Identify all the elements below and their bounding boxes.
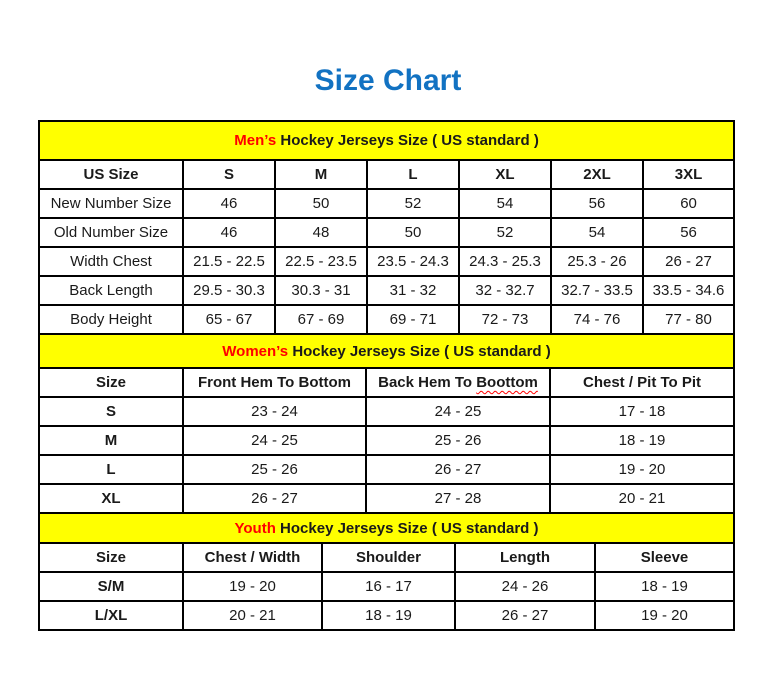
mens-title-red: Men’s [234,132,277,149]
table-cell: 54 [551,218,643,247]
table-cell: 72 - 73 [459,305,551,334]
table-cell: 25.3 - 26 [551,247,643,276]
column-header: Size [39,543,183,572]
table-cell: 26 - 27 [183,484,366,513]
column-header-text: Back Hem To [378,374,473,391]
table-row [39,305,734,334]
table-cell: 24 - 25 [366,397,550,426]
table-cell: 50 [275,189,367,218]
table-cell: 54 [459,189,551,218]
table-cell: 24 - 25 [183,426,366,455]
row-label: Body Height [39,305,183,334]
table-cell: 24 - 26 [455,572,595,601]
womens-title-rest: Hockey Jerseys Size ( US standard ) [292,342,551,360]
youth-column-header-row [39,543,734,572]
table-cell: 30.3 - 31 [275,276,367,305]
table-cell: 65 - 67 [183,305,275,334]
table-cell: 20 - 21 [550,484,734,513]
row-label: S [39,397,183,426]
size-chart-tables [38,120,733,631]
page-title: Size Chart [314,64,462,97]
row-label: S/M [39,572,183,601]
table-cell: 23 - 24 [183,397,366,426]
table-cell: 69 - 71 [367,305,459,334]
table-row [39,601,734,630]
table-cell: 21.5 - 22.5 [183,247,275,276]
table-cell: 33.5 - 34.6 [643,276,734,305]
table-cell: 74 - 76 [551,305,643,334]
youth-title-rest: Hockey Jerseys Size ( US standard ) [280,519,539,537]
column-header: S [183,160,275,189]
table-cell: 56 [551,189,643,218]
column-header: XL [459,160,551,189]
table-cell: 26 - 27 [643,247,734,276]
youth-section-header-row [39,513,734,543]
column-header: Chest / Width [183,543,322,572]
table-cell: 22.5 - 23.5 [275,247,367,276]
table-row [39,426,734,455]
youth-title-red: Youth [234,519,276,537]
mens-section-header-row [39,121,734,160]
table-cell: 46 [183,189,275,218]
table-row [39,189,734,218]
table-cell: 20 - 21 [183,601,322,630]
table-cell: 25 - 26 [183,455,366,484]
mens-size-table [38,120,735,335]
column-header: Shoulder [322,543,455,572]
table-cell: 52 [367,189,459,218]
table-cell: 25 - 26 [366,426,550,455]
womens-section-title [39,334,734,368]
row-label: New Number Size [39,189,183,218]
row-label: XL [39,484,183,513]
table-cell: 19 - 20 [595,601,734,630]
table-cell: 16 - 17 [322,572,455,601]
column-header: L [367,160,459,189]
column-header: M [275,160,367,189]
mens-title-rest: Hockey Jerseys Size ( US standard ) [280,132,539,149]
table-row [39,455,734,484]
column-header: Front Hem To Bottom [183,368,366,397]
row-label: Old Number Size [39,218,183,247]
table-cell: 24.3 - 25.3 [459,247,551,276]
table-cell: 60 [643,189,734,218]
column-header [366,368,550,397]
mens-section-title [39,121,734,160]
table-row [39,572,734,601]
table-row [39,247,734,276]
table-cell: 77 - 80 [643,305,734,334]
column-header: Length [455,543,595,572]
table-cell: 29.5 - 30.3 [183,276,275,305]
youth-section-title [39,513,734,543]
table-cell: 52 [459,218,551,247]
table-cell: 18 - 19 [322,601,455,630]
table-cell: 18 - 19 [595,572,734,601]
table-cell: 18 - 19 [550,426,734,455]
table-cell: 46 [183,218,275,247]
womens-section-header-row [39,334,734,368]
table-cell: 17 - 18 [550,397,734,426]
table-row [39,397,734,426]
row-label: L/XL [39,601,183,630]
column-header: US Size [39,160,183,189]
table-cell: 26 - 27 [366,455,550,484]
table-row [39,276,734,305]
row-label: L [39,455,183,484]
table-cell: 32 - 32.7 [459,276,551,305]
womens-size-table [38,333,735,514]
table-cell: 19 - 20 [550,455,734,484]
row-label: M [39,426,183,455]
table-cell: 56 [643,218,734,247]
table-cell: 27 - 28 [366,484,550,513]
table-cell: 32.7 - 33.5 [551,276,643,305]
womens-title-red: Women’s [222,342,289,360]
column-header: Chest / Pit To Pit [550,368,734,397]
table-cell: 31 - 32 [367,276,459,305]
misspelled-word-with-spellcheck-underline: Boottom [476,374,538,391]
youth-size-table [38,512,735,631]
column-header: Size [39,368,183,397]
womens-column-header-row [39,368,734,397]
row-label: Width Chest [39,247,183,276]
table-row [39,218,734,247]
column-header: 3XL [643,160,734,189]
table-row [39,484,734,513]
table-cell: 19 - 20 [183,572,322,601]
mens-column-header-row [39,160,734,189]
table-cell: 67 - 69 [275,305,367,334]
table-cell: 23.5 - 24.3 [367,247,459,276]
table-cell: 26 - 27 [455,601,595,630]
row-label: Back Length [39,276,183,305]
table-cell: 48 [275,218,367,247]
column-header: Sleeve [595,543,734,572]
column-header: 2XL [551,160,643,189]
table-cell: 50 [367,218,459,247]
